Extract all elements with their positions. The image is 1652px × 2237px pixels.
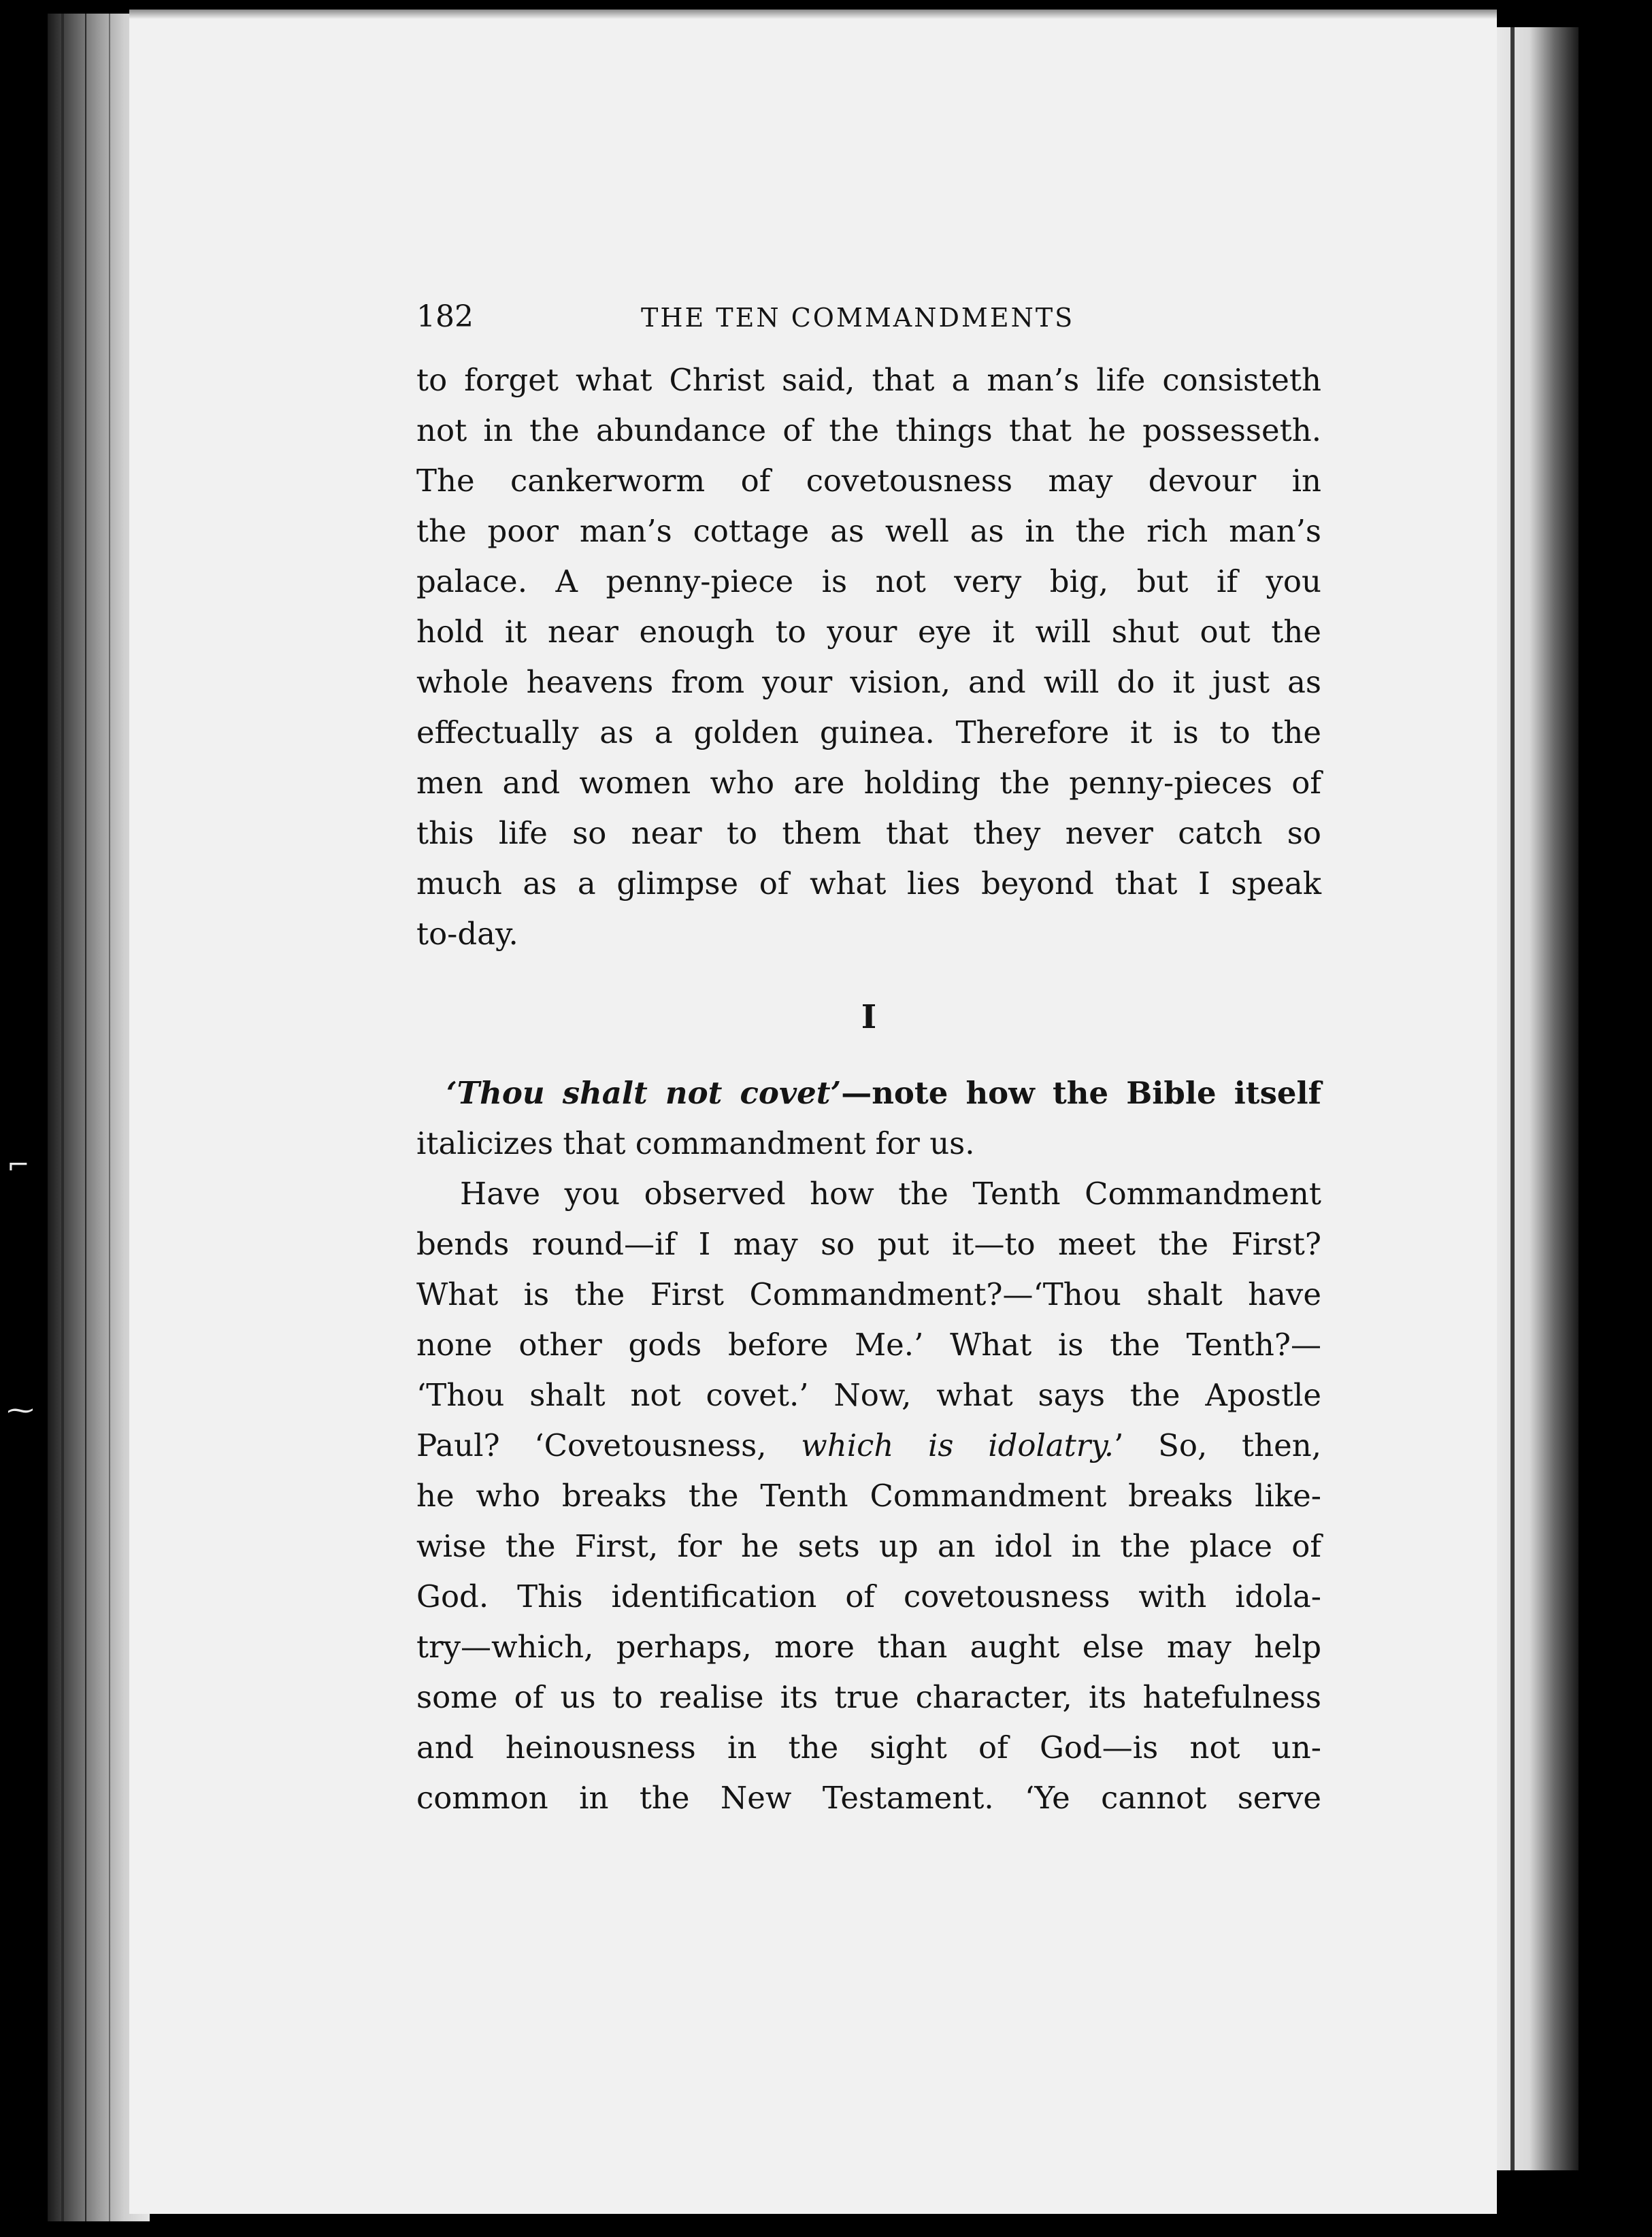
text-line: God. This identification of covetousness with idola- bbox=[416, 1578, 1321, 1614]
paragraph-1 bbox=[416, 355, 1321, 959]
page-stack-line bbox=[109, 14, 110, 2221]
text-line: the poor man’s cottage as well as in the rich man’s bbox=[416, 513, 1321, 549]
text-line: italicizes that commandment for us. bbox=[416, 1125, 975, 1161]
scan-artifact-mark: ⁓ bbox=[7, 1395, 34, 1426]
text-line: much as a glimpse of what lies beyond that I speak bbox=[416, 865, 1321, 901]
text-line: bends round—if I may so put it—to meet the First? bbox=[416, 1226, 1321, 1262]
text-line: What is the First Commandment?—‘Thou shalt have bbox=[416, 1276, 1321, 1312]
book-right-edge bbox=[1497, 27, 1579, 2170]
scan-artifact-mark: ⌐ bbox=[7, 1150, 30, 1181]
text-line: none other gods before Me.’ What is the Tenth?— bbox=[416, 1327, 1321, 1363]
text-line bbox=[416, 1421, 1321, 1471]
line-text: Paul? ‘Covetousness, bbox=[416, 1427, 802, 1463]
text-line: wise the First, for he sets up an idol in the place of bbox=[416, 1528, 1321, 1564]
running-head bbox=[416, 299, 1321, 354]
text-line: effectually as a golden guinea. Therefore it is to the bbox=[416, 714, 1321, 750]
text-line: not in the abundance of the things that he possesseth. bbox=[416, 412, 1321, 448]
line-text: ’ So, then, bbox=[1114, 1427, 1321, 1463]
text-line: to forget what Christ said, that a man’s life consisteth bbox=[416, 362, 1321, 398]
page-stack-line bbox=[61, 14, 64, 2221]
paragraph-3 bbox=[416, 1169, 1321, 1823]
text-block bbox=[416, 299, 1321, 1823]
text-line bbox=[416, 1068, 1321, 1118]
text-line: The cankerworm of covetousness may devour in bbox=[416, 463, 1321, 499]
text-line: some of us to realise its true character, its hatefulness bbox=[416, 1679, 1321, 1715]
text-line: common in the New Testament. ‘Ye cannot serve bbox=[416, 1780, 1321, 1816]
running-title: THE TEN COMMANDMENTS bbox=[641, 303, 1075, 333]
text-line: palace. A penny-piece is not very big, but if you bbox=[416, 563, 1321, 599]
text-line: to-day. bbox=[416, 916, 518, 952]
text-line: he who breaks the Tenth Commandment breaks like- bbox=[416, 1478, 1321, 1514]
section-heading: I bbox=[861, 998, 877, 1036]
text-line: try—which, perhaps, more than aught else may help bbox=[416, 1629, 1321, 1665]
page-top-shadow bbox=[129, 10, 1497, 19]
text-line: and heinousness in the sight of God—is not un- bbox=[416, 1729, 1321, 1766]
text-line: this life so near to them that they never catch so bbox=[416, 815, 1321, 851]
italic-phrase: which is idolatry. bbox=[801, 1427, 1114, 1463]
line-text: —note how the Bible itself bbox=[841, 1075, 1321, 1111]
paragraph-2 bbox=[416, 1068, 1321, 1169]
italic-quote: ‘Thou shalt not covet’ bbox=[446, 1075, 842, 1111]
page-number: 182 bbox=[416, 299, 474, 334]
text-line: Have you observed how the Tenth Commandment bbox=[460, 1176, 1321, 1212]
text-line: hold it near enough to your eye it will shut out the bbox=[416, 614, 1321, 650]
text-line: whole heavens from your vision, and will do it just as bbox=[416, 664, 1321, 700]
page-fold-line bbox=[1510, 27, 1515, 2170]
text-line: ‘Thou shalt not covet.’ Now, what says the Apostle bbox=[416, 1377, 1321, 1413]
page-stack-line bbox=[85, 14, 86, 2221]
text-line: men and women who are holding the penny-pieces of bbox=[416, 765, 1321, 801]
